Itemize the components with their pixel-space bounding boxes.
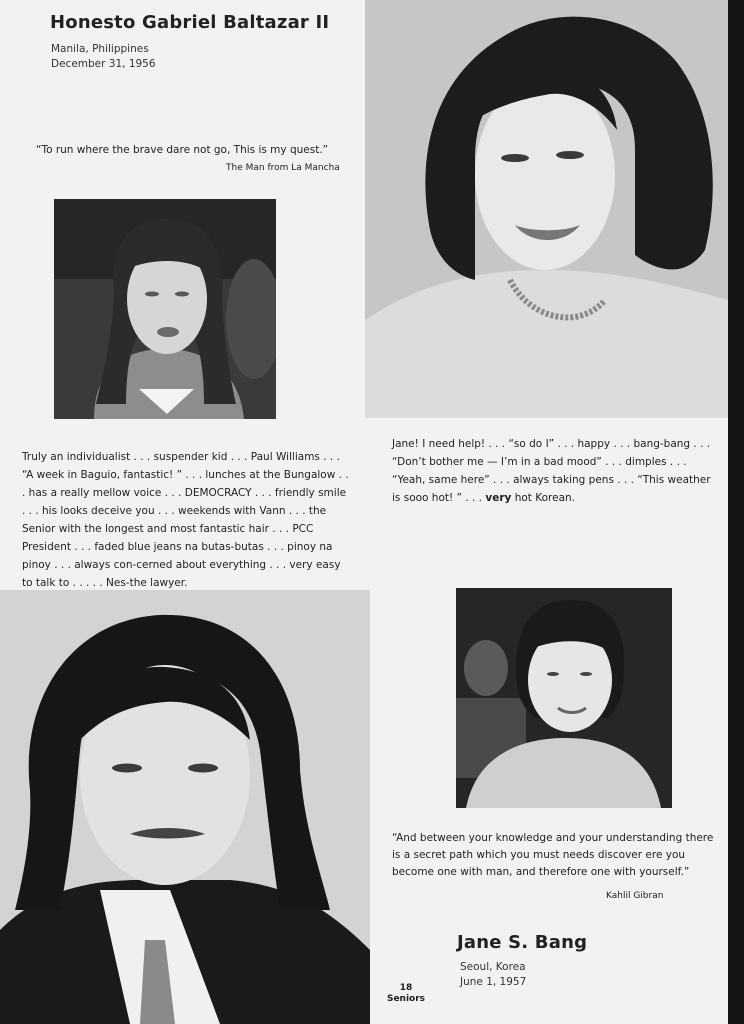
page-number: 18	[399, 983, 413, 993]
jane-portrait-photo	[365, 0, 728, 418]
honesto-description: Truly an individualist . . . suspender kid . . . Paul Williams . . . “A week in Baguio, fantastic! ” . . . lunches at the Bungalow . . . has a really mellow voice . . . DEMOCRACY . . . friendly smile . . . his looks deceive you . . . weekends with Vann . . . the Senior with the longest and most fantastic hair . . . PCC President . . . faded blue jeans na butas-butas . . . pinoy na pinoy . . . always con-cerned about everything . . . very easy to talk to . . . . . Nes-the lawyer.	[22, 451, 349, 589]
honesto-quote: “To run where the brave dare not go, This is my quest.”	[36, 144, 329, 156]
jane-quote-source: Kahlil Gibran	[606, 891, 664, 901]
jane-description-emphasis: very	[485, 492, 512, 504]
honesto-quote-source: The Man from La Mancha	[226, 163, 340, 173]
jane-birthdate: June 1, 1957	[460, 976, 527, 988]
jane-name: Jane S. Bang	[457, 932, 588, 953]
jane-description-text: Jane! I need help! . . . “so do I” . . . happy . . . bang-bang . . . “Don’t bother me — I’m in a bad mood” . . . dimples . . . “Yeah, same here” . . . always taking pens . . . “This weather is sooo hot! ” . . .	[392, 438, 711, 504]
jane-description-end: hot Korean.	[514, 492, 575, 504]
jane-description	[392, 435, 717, 507]
jane-birthplace: Seoul, Korea	[460, 961, 526, 973]
section-name: Seniors	[386, 994, 426, 1004]
jane-quote: “And between your knowledge and your understanding there is a secret path which you must needs discover ere you become one with man, and therefore one with yourself.”	[392, 832, 714, 878]
honesto-portrait-photo	[0, 590, 370, 1024]
honesto-candid-photo	[54, 199, 276, 419]
jane-candid-photo	[456, 588, 672, 808]
honesto-birthdate: December 31, 1956	[51, 58, 156, 70]
honesto-birthplace: Manila, Philippines	[51, 43, 149, 55]
page-folio	[384, 983, 428, 1005]
page-binding-edge	[728, 0, 744, 1024]
honesto-name: Honesto Gabriel Baltazar II	[50, 12, 330, 33]
